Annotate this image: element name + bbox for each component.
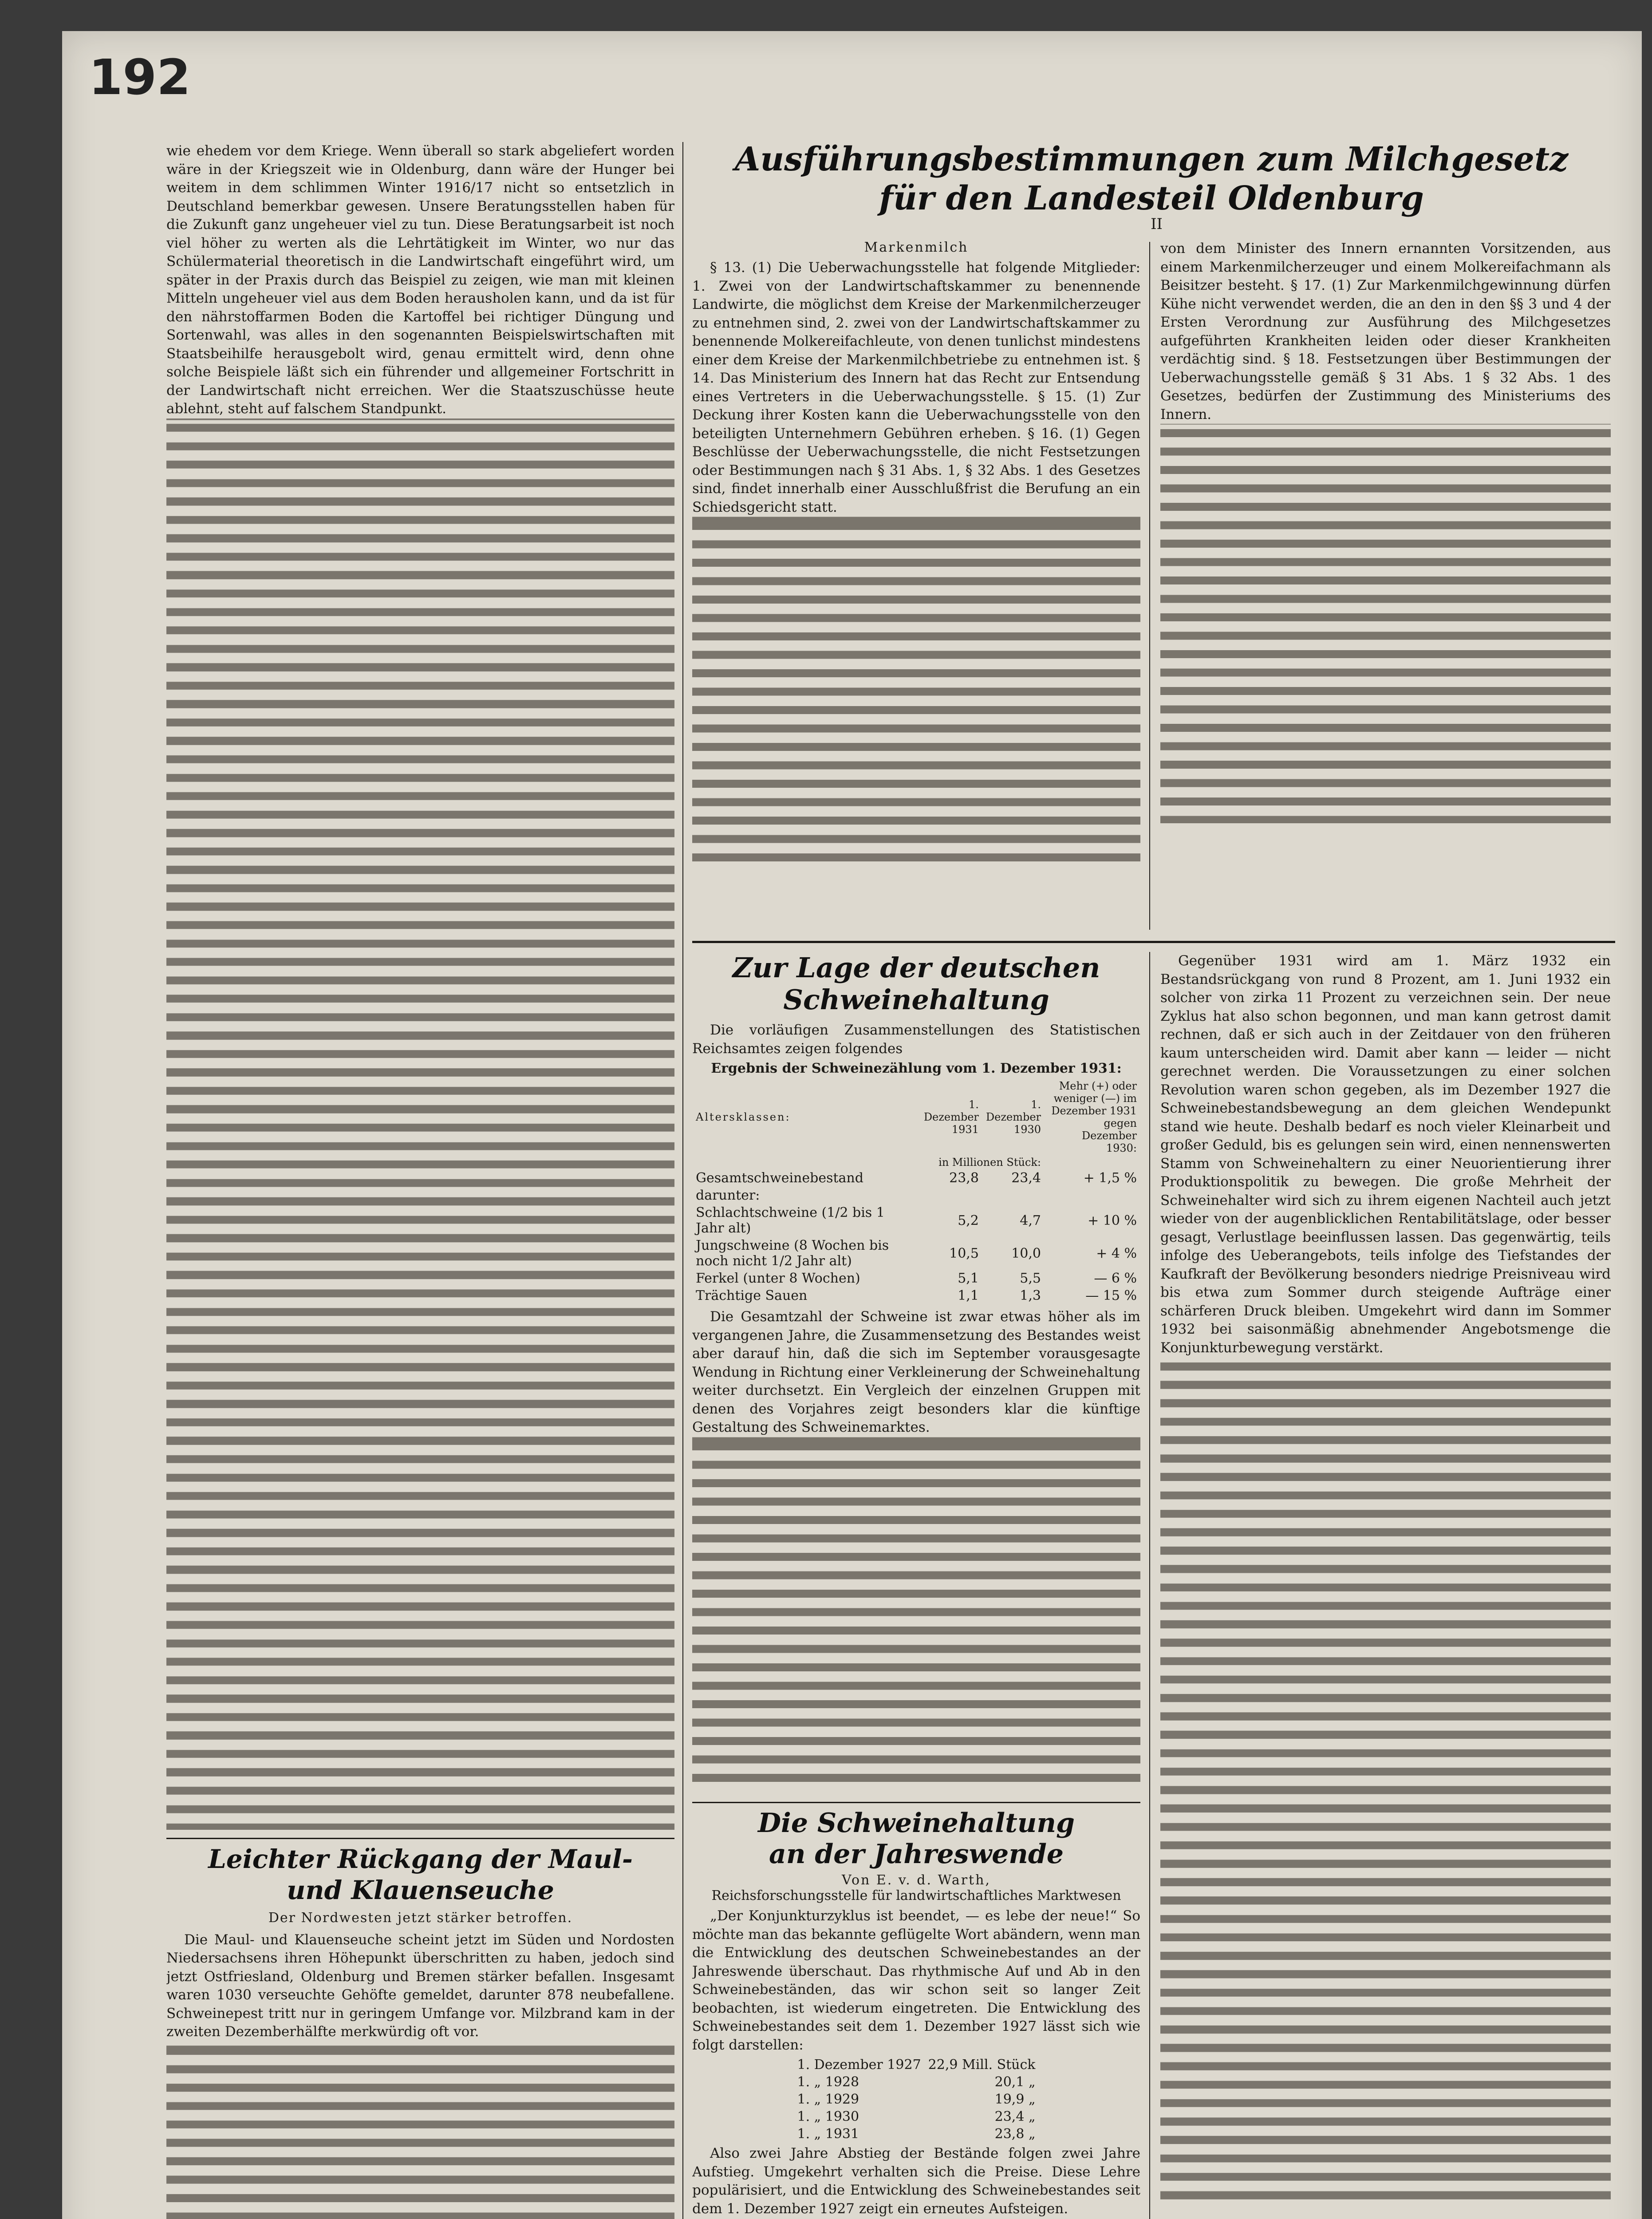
table-row — [692, 1287, 1140, 1304]
top-col-divider — [1149, 242, 1150, 930]
table-row — [692, 1169, 1140, 1187]
horizontal-rule — [692, 941, 1615, 943]
row-1931: 10,5 — [949, 1245, 979, 1261]
table-header-row — [692, 1079, 1140, 1155]
table-row — [794, 2056, 1039, 2073]
row-value: 23,8 „ — [994, 2126, 1036, 2142]
row-date: 1. „ 1929 — [797, 2092, 860, 2107]
row-label: Schlachtschweine (1/2 bis 1 Jahr alt) — [696, 1205, 885, 1236]
row-label: darunter: — [696, 1188, 760, 1203]
table-unit-row — [692, 1155, 1140, 1169]
header-1931: 1. Dezember 1931 — [923, 1098, 979, 1136]
row-change: + 4 % — [1096, 1245, 1137, 1261]
row-1931: 23,8 — [949, 1170, 979, 1186]
row-1930: 5,5 — [1020, 1271, 1041, 1286]
header-1930: 1. Dezember 1930 — [986, 1098, 1041, 1136]
pig-col2-continued — [1160, 1357, 1611, 2200]
table-row — [692, 1270, 1140, 1287]
row-change: + 10 % — [1088, 1212, 1137, 1228]
row-1931: 5,1 — [958, 1271, 979, 1286]
row-label: Gesamtschweinebestand — [696, 1170, 863, 1186]
pig-article-col1 — [692, 952, 1140, 1804]
turn-byline: Von E. v. d. Warth, — [842, 1872, 991, 1888]
table-unit: in Millionen Stück: — [938, 1156, 1041, 1169]
intro-text-continued — [166, 419, 674, 1830]
row-1931: 1,1 — [958, 1288, 979, 1303]
turn-text: „Der Konjunkturzyklus ist beendet, — es lebe der neue!“ So möchte man das bekannte geflügelte Wort abändern, wenn man die Entwicklung des deutschen Schweinebestandes an der Jahreswende überschaut. Das rhythmische Auf und Ab in den Schweinebeständen, das wir schon seit so langer Zeit beobachten, ist wiederum eingetreten. Die Entwicklung des Schweinebestandes seit dem 1. Dezember 1927 lässt sich wie folgt darstellen: — [692, 1908, 1140, 2053]
table-row — [794, 2073, 1039, 2091]
pig-census-table — [692, 1079, 1140, 1304]
turn-article — [692, 1802, 1140, 2219]
left-column — [166, 142, 674, 2219]
pig-col2-text: Gegenüber 1931 wird am 1. März 1932 ein Bestandsrückgang von rund 8 Prozent, am 1. Juni 1932 ein solcher von zirka 11 Prozent zu verzeichnen sein. Der neue Zyklus hat also schon begonnen, und man kann getrost damit rechnen, daß er sich auch in der Zeitdauer von den früheren kaum unterscheiden wird. Damit aber kann — leider — nicht gerechnet werden. Die Voraussetzungen zu einer solchen Revolution waren schon gegeben, als im Dezember 1927 die Schweinebestandsbewegung an dem gleichen Wendepunkt stand wie heute. Deshalb bedarf es noch vieler Kleinarbeit und großer Geduld, bis es gelungen sein wird, einen nennenswerten Stamm von Schweinehaltern zu einer Neuorientierung ihrer Produktionspolitik zu bewegen. Die große Mehrheit der Schweinehalter wird sich zu ihrem eigenen Nachteil auch jetzt wieder von der augenblicklichen Rentabilitätslage, oder besser gesagt, Verlustlage beeinflussen lassen. Das gegenwärtig, teils infolge des Ueberangebots, teils infolge des Tiefstandes der Kaufkraft der Bevölkerung besonders niedrige Preisniveau wird bis etwa zum Sommer durch steigende Aufträge einer schärferen Druck bleiben. Umgekehrt wird dann im Sommer 1932 bei saisonmäßig abnehmender Angebotsmenge die Konjunkturbewegung verstärkt. — [1160, 953, 1611, 1356]
row-1930 — [982, 1187, 1045, 1204]
top-headline-line1: Ausführungsbestimmungen zum Milchgesetz — [734, 140, 1569, 178]
pig-headline-line1: Zur Lage der deutschen — [732, 952, 1100, 984]
top-part-number: II — [1151, 215, 1163, 233]
row-date: 1. Dezember 1927 — [797, 2057, 921, 2073]
turn-affiliation: Reichsforschungsstelle für landwirtschaftliches Marktwesen — [711, 1888, 1121, 1903]
pig-headline-line2: Schweinehaltung — [783, 983, 1049, 1016]
row-change: — 6 % — [1094, 1271, 1137, 1286]
pig-table-title: Ergebnis der Schweinezählung vom 1. Dezember 1931: — [711, 1061, 1122, 1076]
top-col1-continued — [692, 517, 1140, 872]
table-row — [692, 1187, 1140, 1204]
page-number: 192 — [89, 49, 191, 106]
intro-text: wie ehedem vor dem Kriege. Wenn überall so stark abgeliefert worden wäre in der Kriegszeit wie in Oldenburg, dann wäre der Hunger bei weitem in dem schlimmen Winter 1916/17 nicht so entsetzlich in Deutschland bemerkbar gewesen. Unsere Beratungsstellen haben für die Zukunft ganz ungeheuer viel zu tun. Diese Beratungsarbeit ist noch viel höher zu werten als die Lehrtätigkeit im Winter, wo nur das Schülermaterial theoretisch in die Landwirtschaft eingeführt wird, um später in der Praxis durch das Beispiel zu zeigen, wie man mit kleinen Mitteln ungeheuer viel aus dem Boden herausholen kann, und da ist für den nährstoffarmen Boden die Kartoffel bei richtiger Düngung und Sortenwahl, was alles in den sogenannten Beispielswirtschaften mit Staatsbeihilfe herausgebolt wird, genau ermittelt wird, denn ohne solche Beispiele läßt sich ein führender und allgemeiner Fortschritt in der Landwirtschaft nicht erreichen. Wer die Staatszuschüsse heute ablehnt, steht auf falschem Standpunkt. — [166, 143, 674, 417]
row-1931 — [920, 1187, 982, 1204]
row-1930: 1,3 — [1020, 1288, 1041, 1303]
top-subhead: Markenmilch — [864, 240, 969, 255]
header-change: Mehr (+) oder weniger (—) im Dezember 1931 gegen Dezember 1930: — [1051, 1080, 1137, 1154]
row-value: 19,9 „ — [994, 2092, 1036, 2107]
section-rule-top — [166, 1838, 674, 1839]
turn-headline-line2: an der Jahreswende — [769, 1839, 1064, 1870]
table-row — [692, 1204, 1140, 1237]
top-col2-text: von dem Minister des Innern ernannten Vorsitzenden, aus einem Markenmilcherzeuger und einem Molkereifachmann als Beisitzer besteht. § 17. (1) Zur Markenmilchgewinnung dürfen Kühe nicht verwendet werden, die an den in den §§ 3 und 4 der Ersten Verordnung zur Ausführung des Milchgesetzes aufgeführten Krankheiten leiden oder dieser Krankheiten verdächtig sind. § 18. Festsetzungen über Bestimmungen der Ueberwachungsstelle gemäß § 31 Abs. 1 § 32 Abs. 1 des Gesetzes, bedürfen der Zustimmung des Ministeriums des Innern. — [1160, 241, 1611, 422]
top-col1-text: § 13. (1) Die Ueberwachungsstelle hat folgende Mitglieder: 1. Zwei von der Landwirtschaftskammer zu benennende Landwirte, die möglichst dem Kreise der Markenmilcherzeuger zu entnehmen sind, 2. zwei von der Landwirtschaftskammer zu benennende Molkereifachleute, von denen tunlichst mindestens einer dem Kreise der Markenmilchbetriebe zu entnehmen ist. § 14. Das Ministerium des Innern hat das Recht zur Entsendung eines Vertreters in die Ueberwachungsstelle. § 15. (1) Zur Deckung ihrer Kosten kann die Ueberwachungsstelle von den beteiligten Unternehmern Gebühren erheben. § 16. (1) Gegen Beschlüsse der Ueberwachungsstelle, die nicht Festsetzungen oder Bestimmungen nach § 31 Abs. 1, § 32 Abs. 1 des Gesetzes sind, findet innerhalb einer Ausschlußfrist die Berufung an ein Schiedsgericht statt. — [692, 260, 1140, 515]
turn-rule-top — [692, 1802, 1140, 1803]
table-row — [794, 2125, 1039, 2143]
row-change: + 1,5 % — [1083, 1170, 1137, 1186]
row-label: Ferkel (unter 8 Wochen) — [696, 1271, 860, 1286]
row-label: Jungschweine (8 Wochen bis noch nicht 1/2 Jahr alt) — [696, 1238, 889, 1269]
table-row — [794, 2091, 1039, 2108]
row-date: 1. „ 1928 — [797, 2074, 860, 2090]
section-text: Die Maul- und Klauenseuche scheint jetzt im Süden und Nordosten Niedersachsens ihren Höhepunkt überschritten zu haben, jedoch sind jetzt Ostfriesland, Oldenburg und Bremen stärker befallen. Insgesamt waren 1030 verseuchte Gehöfte gemeldet, darunter 878 neubefallene. Schweinepest tritt nur in geringem Umfange vor. Milzbrand kam in der zweiten Dezemberhälfte merkwürdig oft vor. — [166, 1931, 674, 2040]
row-1931: 5,2 — [958, 1212, 979, 1228]
row-value: 20,1 „ — [994, 2074, 1036, 2090]
row-label: Trächtige Sauen — [696, 1288, 808, 1303]
top-article — [692, 140, 1611, 939]
pig-article-col2 — [1160, 952, 1611, 2219]
top-article-col1 — [692, 240, 1140, 932]
row-change: — 15 % — [1085, 1288, 1137, 1303]
pig-intro: Die vorläufigen Zusammenstellungen des Statistischen Reichsamtes zeigen folgendes — [692, 1022, 1140, 1057]
pig-text: Die Gesamtzahl der Schweine ist zwar etwas höher als im vergangenen Jahre, die Zusammensetzung des Bestandes weist aber darauf hin, daß die sich im September vorausgesagte Wendung in Richtung einer Verkleinerung der Schweinehaltung weiter durchsetzt. Ein Vergleich der einzelnen Gruppen mit denen des Vorjahres zeigt besonders klar die künftige Gestaltung des Schweinemarktes. — [692, 1309, 1140, 1435]
table-row — [794, 2108, 1039, 2125]
newspaper-page — [62, 31, 1642, 2219]
row-change — [1045, 1187, 1140, 1204]
row-1930: 4,7 — [1020, 1212, 1041, 1228]
turn-headline-line1: Die Schweinehaltung — [758, 1808, 1075, 1839]
turn-small-table — [794, 2056, 1039, 2143]
top-col2-continued — [1160, 424, 1611, 823]
column-divider-left — [682, 142, 683, 2219]
header-age-class: Altersklassen: — [696, 1111, 791, 1123]
row-1930: 23,4 — [1011, 1170, 1041, 1186]
table-row — [692, 1237, 1140, 1270]
row-date: 1. „ 1930 — [797, 2109, 860, 2124]
top-headline-line2: für den Landesteil Oldenburg — [879, 179, 1424, 217]
turn-text2: Also zwei Jahre Abstieg der Bestände folgen zwei Jahre Aufstieg. Umgekehrt verhalten sich die Preise. Diese Lehre populärisiert, und die Entwicklung des Schweinebestandes seit dem 1. Dezember 1927 zeigt ein erneutes Aufsteigen. — [692, 2145, 1140, 2217]
row-date: 1. „ 1931 — [797, 2126, 860, 2142]
section-headline: Leichter Rückgang der Maul- und Klauenseuche — [208, 1844, 633, 1905]
row-value: 22,9 Mill. Stück — [928, 2057, 1036, 2073]
top-article-col2 — [1160, 240, 1611, 932]
section-text-continued — [166, 2041, 674, 2219]
section-byline: Der Nordwesten jetzt stärker betroffen. — [268, 1910, 573, 1926]
row-value: 23,4 „ — [994, 2109, 1036, 2124]
lower-col-divider — [1149, 952, 1150, 2219]
row-1930: 10,0 — [1011, 1245, 1041, 1261]
pig-text-continued — [692, 1437, 1140, 1792]
